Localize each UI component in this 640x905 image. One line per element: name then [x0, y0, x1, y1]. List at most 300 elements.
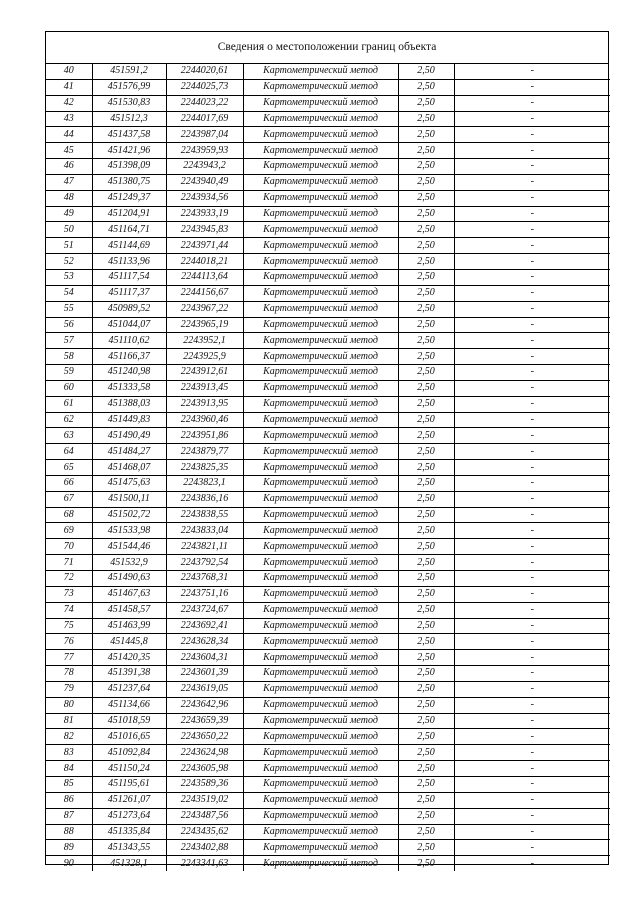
method-cell: Картометрический метод [243, 634, 398, 650]
x-coordinate-cell: 451467,63 [92, 586, 166, 602]
description-cell: - [454, 143, 610, 159]
method-cell: Картометрический метод [243, 602, 398, 618]
y-coordinate-cell: 2243619,05 [166, 681, 243, 697]
table-row [46, 396, 610, 412]
point-number-cell: 67 [46, 491, 92, 507]
y-coordinate-cell: 2243751,16 [166, 586, 243, 602]
method-cell: Картометрический метод [243, 460, 398, 476]
y-coordinate-cell: 2243960,46 [166, 412, 243, 428]
accuracy-cell: 2,50 [398, 111, 454, 127]
table-row [46, 729, 610, 745]
point-number-cell: 58 [46, 349, 92, 365]
x-coordinate-cell: 451117,54 [92, 269, 166, 285]
y-coordinate-cell: 2243934,56 [166, 190, 243, 206]
method-cell: Картометрический метод [243, 475, 398, 491]
point-number-cell: 63 [46, 428, 92, 444]
accuracy-cell: 2,50 [398, 523, 454, 539]
description-cell: - [454, 365, 610, 381]
y-coordinate-cell: 2243951,86 [166, 428, 243, 444]
x-coordinate-cell: 451532,9 [92, 555, 166, 571]
y-coordinate-cell: 2243933,19 [166, 206, 243, 222]
y-coordinate-cell: 2243589,36 [166, 776, 243, 792]
method-cell: Картометрический метод [243, 539, 398, 555]
table-row [46, 761, 610, 777]
x-coordinate-cell: 451240,98 [92, 365, 166, 381]
x-coordinate-cell: 451018,59 [92, 713, 166, 729]
description-cell: - [454, 618, 610, 634]
description-cell: - [454, 602, 610, 618]
accuracy-cell: 2,50 [398, 444, 454, 460]
table-row [46, 365, 610, 381]
method-cell: Картометрический метод [243, 143, 398, 159]
description-cell: - [454, 95, 610, 111]
method-cell: Картометрический метод [243, 206, 398, 222]
table-row [46, 491, 610, 507]
method-cell: Картометрический метод [243, 745, 398, 761]
description-cell: - [454, 317, 610, 333]
table-row [46, 808, 610, 824]
method-cell: Картометрический метод [243, 729, 398, 745]
y-coordinate-cell: 2243879,77 [166, 444, 243, 460]
table-row [46, 254, 610, 270]
table-row [46, 111, 610, 127]
point-number-cell: 46 [46, 159, 92, 175]
table-row [46, 856, 610, 871]
point-number-cell: 64 [46, 444, 92, 460]
x-coordinate-cell: 451110,62 [92, 333, 166, 349]
y-coordinate-cell: 2243650,22 [166, 729, 243, 745]
point-number-cell: 76 [46, 634, 92, 650]
x-coordinate-cell: 451195,61 [92, 776, 166, 792]
y-coordinate-cell: 2243601,39 [166, 666, 243, 682]
description-cell: - [454, 792, 610, 808]
x-coordinate-cell: 451484,27 [92, 444, 166, 460]
point-number-cell: 54 [46, 285, 92, 301]
y-coordinate-cell: 2243628,34 [166, 634, 243, 650]
accuracy-cell: 2,50 [398, 539, 454, 555]
description-cell: - [454, 491, 610, 507]
y-coordinate-cell: 2243987,04 [166, 127, 243, 143]
x-coordinate-cell: 451490,63 [92, 571, 166, 587]
accuracy-cell: 2,50 [398, 317, 454, 333]
x-coordinate-cell: 451544,46 [92, 539, 166, 555]
accuracy-cell: 2,50 [398, 634, 454, 650]
method-cell: Картометрический метод [243, 159, 398, 175]
description-cell: - [454, 507, 610, 523]
point-number-cell: 89 [46, 840, 92, 856]
description-cell: - [454, 238, 610, 254]
method-cell: Картометрический метод [243, 428, 398, 444]
point-number-cell: 73 [46, 586, 92, 602]
description-cell: - [454, 555, 610, 571]
boundary-points-table [46, 64, 610, 871]
table-row [46, 475, 610, 491]
accuracy-cell: 2,50 [398, 428, 454, 444]
point-number-cell: 84 [46, 761, 92, 777]
y-coordinate-cell: 2244017,69 [166, 111, 243, 127]
description-cell: - [454, 285, 610, 301]
method-cell: Картометрический метод [243, 792, 398, 808]
table-row [46, 159, 610, 175]
description-cell: - [454, 523, 610, 539]
x-coordinate-cell: 451343,55 [92, 840, 166, 856]
point-number-cell: 79 [46, 681, 92, 697]
method-cell: Картометрический метод [243, 79, 398, 95]
description-cell: - [454, 64, 610, 79]
y-coordinate-cell: 2243965,19 [166, 317, 243, 333]
point-number-cell: 80 [46, 697, 92, 713]
table-row [46, 301, 610, 317]
point-number-cell: 87 [46, 808, 92, 824]
description-cell: - [454, 666, 610, 682]
table-row [46, 428, 610, 444]
table-row [46, 824, 610, 840]
accuracy-cell: 2,50 [398, 238, 454, 254]
method-cell: Картометрический метод [243, 285, 398, 301]
accuracy-cell: 2,50 [398, 713, 454, 729]
method-cell: Картометрический метод [243, 238, 398, 254]
description-cell: - [454, 650, 610, 666]
y-coordinate-cell: 2244023,22 [166, 95, 243, 111]
point-number-cell: 61 [46, 396, 92, 412]
table-row [46, 79, 610, 95]
y-coordinate-cell: 2243825,35 [166, 460, 243, 476]
method-cell: Картометрический метод [243, 808, 398, 824]
description-cell: - [454, 254, 610, 270]
table-row [46, 349, 610, 365]
description-cell: - [454, 111, 610, 127]
table-row [46, 380, 610, 396]
x-coordinate-cell: 451237,64 [92, 681, 166, 697]
point-number-cell: 82 [46, 729, 92, 745]
y-coordinate-cell: 2243943,2 [166, 159, 243, 175]
accuracy-cell: 2,50 [398, 840, 454, 856]
accuracy-cell: 2,50 [398, 412, 454, 428]
table-row [46, 206, 610, 222]
table-row [46, 507, 610, 523]
description-cell: - [454, 159, 610, 175]
description-cell: - [454, 539, 610, 555]
table-row [46, 523, 610, 539]
table-row [46, 460, 610, 476]
y-coordinate-cell: 2243945,83 [166, 222, 243, 238]
point-number-cell: 78 [46, 666, 92, 682]
description-cell: - [454, 634, 610, 650]
y-coordinate-cell: 2243925,9 [166, 349, 243, 365]
accuracy-cell: 2,50 [398, 222, 454, 238]
table-row [46, 444, 610, 460]
x-coordinate-cell: 451388,03 [92, 396, 166, 412]
table-row [46, 269, 610, 285]
x-coordinate-cell: 451249,37 [92, 190, 166, 206]
point-number-cell: 60 [46, 380, 92, 396]
point-number-cell: 62 [46, 412, 92, 428]
x-coordinate-cell: 451044,07 [92, 317, 166, 333]
accuracy-cell: 2,50 [398, 301, 454, 317]
method-cell: Картометрический метод [243, 444, 398, 460]
description-cell: - [454, 586, 610, 602]
point-number-cell: 75 [46, 618, 92, 634]
y-coordinate-cell: 2243659,39 [166, 713, 243, 729]
accuracy-cell: 2,50 [398, 254, 454, 270]
description-cell: - [454, 333, 610, 349]
point-number-cell: 81 [46, 713, 92, 729]
x-coordinate-cell: 451421,96 [92, 143, 166, 159]
y-coordinate-cell: 2243724,67 [166, 602, 243, 618]
x-coordinate-cell: 451164,71 [92, 222, 166, 238]
x-coordinate-cell: 451445,8 [92, 634, 166, 650]
x-coordinate-cell: 451475,63 [92, 475, 166, 491]
table-row [46, 238, 610, 254]
accuracy-cell: 2,50 [398, 697, 454, 713]
point-number-cell: 56 [46, 317, 92, 333]
y-coordinate-cell: 2243487,56 [166, 808, 243, 824]
accuracy-cell: 2,50 [398, 475, 454, 491]
accuracy-cell: 2,50 [398, 460, 454, 476]
x-coordinate-cell: 451150,24 [92, 761, 166, 777]
point-number-cell: 44 [46, 127, 92, 143]
point-number-cell: 43 [46, 111, 92, 127]
table-row [46, 190, 610, 206]
y-coordinate-cell: 2243833,04 [166, 523, 243, 539]
x-coordinate-cell: 450989,52 [92, 301, 166, 317]
x-coordinate-cell: 451420,35 [92, 650, 166, 666]
description-cell: - [454, 127, 610, 143]
accuracy-cell: 2,50 [398, 285, 454, 301]
x-coordinate-cell: 451261,07 [92, 792, 166, 808]
y-coordinate-cell: 2244025,73 [166, 79, 243, 95]
point-number-cell: 45 [46, 143, 92, 159]
point-number-cell: 42 [46, 95, 92, 111]
method-cell: Картометрический метод [243, 824, 398, 840]
point-number-cell: 88 [46, 824, 92, 840]
table-row [46, 586, 610, 602]
description-cell: - [454, 174, 610, 190]
method-cell: Картометрический метод [243, 95, 398, 111]
method-cell: Картометрический метод [243, 650, 398, 666]
accuracy-cell: 2,50 [398, 79, 454, 95]
point-number-cell: 71 [46, 555, 92, 571]
description-cell: - [454, 79, 610, 95]
description-cell: - [454, 428, 610, 444]
table-row [46, 64, 610, 79]
y-coordinate-cell: 2243624,98 [166, 745, 243, 761]
description-cell: - [454, 475, 610, 491]
table-row [46, 776, 610, 792]
x-coordinate-cell: 451380,75 [92, 174, 166, 190]
y-coordinate-cell: 2243913,95 [166, 396, 243, 412]
accuracy-cell: 2,50 [398, 206, 454, 222]
table-row [46, 634, 610, 650]
method-cell: Картометрический метод [243, 380, 398, 396]
accuracy-cell: 2,50 [398, 729, 454, 745]
point-number-cell: 85 [46, 776, 92, 792]
y-coordinate-cell: 2243604,31 [166, 650, 243, 666]
x-coordinate-cell: 451134,66 [92, 697, 166, 713]
x-coordinate-cell: 451092,84 [92, 745, 166, 761]
accuracy-cell: 2,50 [398, 269, 454, 285]
x-coordinate-cell: 451335,84 [92, 824, 166, 840]
accuracy-cell: 2,50 [398, 761, 454, 777]
method-cell: Картометрический метод [243, 713, 398, 729]
method-cell: Картометрический метод [243, 317, 398, 333]
point-number-cell: 72 [46, 571, 92, 587]
accuracy-cell: 2,50 [398, 333, 454, 349]
x-coordinate-cell: 451463,99 [92, 618, 166, 634]
method-cell: Картометрический метод [243, 555, 398, 571]
y-coordinate-cell: 2243341,63 [166, 856, 243, 871]
method-cell: Картометрический метод [243, 491, 398, 507]
description-cell: - [454, 269, 610, 285]
table-row [46, 792, 610, 808]
description-cell: - [454, 824, 610, 840]
y-coordinate-cell: 2243959,93 [166, 143, 243, 159]
table-row [46, 539, 610, 555]
description-cell: - [454, 396, 610, 412]
y-coordinate-cell: 2243435,62 [166, 824, 243, 840]
method-cell: Картометрический метод [243, 666, 398, 682]
table-row [46, 713, 610, 729]
method-cell: Картометрический метод [243, 776, 398, 792]
y-coordinate-cell: 2243792,54 [166, 555, 243, 571]
method-cell: Картометрический метод [243, 618, 398, 634]
accuracy-cell: 2,50 [398, 650, 454, 666]
method-cell: Картометрический метод [243, 254, 398, 270]
accuracy-cell: 2,50 [398, 666, 454, 682]
point-number-cell: 74 [46, 602, 92, 618]
table-row [46, 317, 610, 333]
point-number-cell: 69 [46, 523, 92, 539]
x-coordinate-cell: 451133,96 [92, 254, 166, 270]
description-cell: - [454, 697, 610, 713]
description-cell: - [454, 745, 610, 761]
point-number-cell: 41 [46, 79, 92, 95]
accuracy-cell: 2,50 [398, 396, 454, 412]
point-number-cell: 77 [46, 650, 92, 666]
table-row [46, 333, 610, 349]
description-cell: - [454, 349, 610, 365]
point-number-cell: 83 [46, 745, 92, 761]
y-coordinate-cell: 2243967,22 [166, 301, 243, 317]
table-row [46, 285, 610, 301]
table-row [46, 618, 610, 634]
x-coordinate-cell: 451144,69 [92, 238, 166, 254]
method-cell: Картометрический метод [243, 333, 398, 349]
description-cell: - [454, 444, 610, 460]
point-number-cell: 59 [46, 365, 92, 381]
boundary-table-frame [45, 31, 609, 869]
method-cell: Картометрический метод [243, 840, 398, 856]
table-row [46, 143, 610, 159]
x-coordinate-cell: 451458,57 [92, 602, 166, 618]
method-cell: Картометрический метод [243, 365, 398, 381]
description-cell: - [454, 412, 610, 428]
point-number-cell: 50 [46, 222, 92, 238]
x-coordinate-cell: 451576,99 [92, 79, 166, 95]
table-row [46, 650, 610, 666]
accuracy-cell: 2,50 [398, 159, 454, 175]
accuracy-cell: 2,50 [398, 776, 454, 792]
method-cell: Картометрический метод [243, 507, 398, 523]
method-cell: Картометрический метод [243, 301, 398, 317]
x-coordinate-cell: 451502,72 [92, 507, 166, 523]
point-number-cell: 52 [46, 254, 92, 270]
method-cell: Картометрический метод [243, 111, 398, 127]
accuracy-cell: 2,50 [398, 507, 454, 523]
y-coordinate-cell: 2243605,98 [166, 761, 243, 777]
accuracy-cell: 2,50 [398, 127, 454, 143]
y-coordinate-cell: 2243692,41 [166, 618, 243, 634]
method-cell: Картометрический метод [243, 269, 398, 285]
y-coordinate-cell: 2244020,61 [166, 64, 243, 79]
method-cell: Картометрический метод [243, 222, 398, 238]
y-coordinate-cell: 2244113,64 [166, 269, 243, 285]
point-number-cell: 53 [46, 269, 92, 285]
x-coordinate-cell: 451490,49 [92, 428, 166, 444]
table-row [46, 555, 610, 571]
description-cell: - [454, 776, 610, 792]
point-number-cell: 70 [46, 539, 92, 555]
point-number-cell: 90 [46, 856, 92, 871]
method-cell: Картометрический метод [243, 586, 398, 602]
x-coordinate-cell: 451533,98 [92, 523, 166, 539]
accuracy-cell: 2,50 [398, 792, 454, 808]
y-coordinate-cell: 2243823,1 [166, 475, 243, 491]
point-number-cell: 48 [46, 190, 92, 206]
accuracy-cell: 2,50 [398, 95, 454, 111]
point-number-cell: 40 [46, 64, 92, 79]
point-number-cell: 65 [46, 460, 92, 476]
x-coordinate-cell: 451016,65 [92, 729, 166, 745]
accuracy-cell: 2,50 [398, 681, 454, 697]
y-coordinate-cell: 2243940,49 [166, 174, 243, 190]
table-body [46, 64, 610, 871]
description-cell: - [454, 840, 610, 856]
y-coordinate-cell: 2243838,55 [166, 507, 243, 523]
method-cell: Картометрический метод [243, 127, 398, 143]
point-number-cell: 68 [46, 507, 92, 523]
point-number-cell: 86 [46, 792, 92, 808]
accuracy-cell: 2,50 [398, 586, 454, 602]
description-cell: - [454, 713, 610, 729]
table-row [46, 697, 610, 713]
y-coordinate-cell: 2243952,1 [166, 333, 243, 349]
description-cell: - [454, 460, 610, 476]
accuracy-cell: 2,50 [398, 349, 454, 365]
description-cell: - [454, 222, 610, 238]
method-cell: Картометрический метод [243, 523, 398, 539]
accuracy-cell: 2,50 [398, 190, 454, 206]
table-row [46, 681, 610, 697]
accuracy-cell: 2,50 [398, 571, 454, 587]
method-cell: Картометрический метод [243, 571, 398, 587]
accuracy-cell: 2,50 [398, 64, 454, 79]
y-coordinate-cell: 2243912,61 [166, 365, 243, 381]
x-coordinate-cell: 451437,58 [92, 127, 166, 143]
accuracy-cell: 2,50 [398, 618, 454, 634]
table-title: Сведения о местоположении границ объекта [46, 32, 608, 64]
x-coordinate-cell: 451398,09 [92, 159, 166, 175]
point-number-cell: 47 [46, 174, 92, 190]
accuracy-cell: 2,50 [398, 602, 454, 618]
x-coordinate-cell: 451500,11 [92, 491, 166, 507]
method-cell: Картометрический метод [243, 174, 398, 190]
description-cell: - [454, 681, 610, 697]
y-coordinate-cell: 2243642,96 [166, 697, 243, 713]
y-coordinate-cell: 2243836,16 [166, 491, 243, 507]
x-coordinate-cell: 451328,1 [92, 856, 166, 871]
y-coordinate-cell: 2243402,88 [166, 840, 243, 856]
